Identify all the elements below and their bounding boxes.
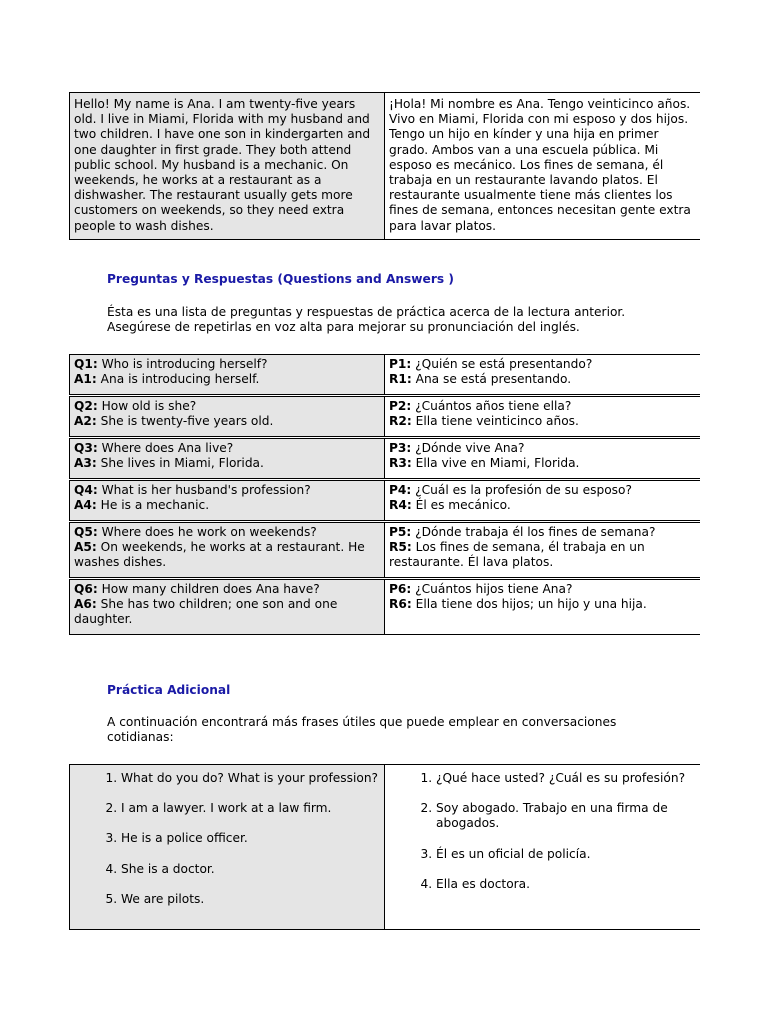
r-label: R6: (389, 597, 412, 612)
p-label: P6: (389, 582, 412, 596)
qa-spanish (385, 580, 701, 634)
q-label: Q6: (74, 582, 98, 596)
intro-table (69, 92, 700, 240)
respuesta-text: Ana se está presentando. (415, 372, 572, 387)
answer-text: Ana is introducing herself. (100, 372, 260, 387)
qa-spanish (385, 481, 701, 520)
a-label: A6: (74, 597, 97, 612)
r-label: R2: (389, 414, 412, 429)
a-label: A1: (74, 372, 97, 387)
question-text: What is her husband's profession? (101, 483, 311, 497)
qa-english (70, 523, 385, 577)
phrases-english-list (74, 771, 380, 907)
phrase-item: 3. Él es un oficial de policía. (436, 847, 697, 862)
intro-english-text: Hello! My name is Ana. I am twenty-five years old. I live in Miami, Florida with my husband and two children. I have one son in kindergarten and one daughter in first grade. They both attend public school. My husband is a mechanic. On weekends, he works at a restaurant as a dishwasher. The restaurant usually gets more customers on weekends, so they need extra people to wash dishes. (70, 93, 385, 239)
practice-section-title: Práctica Adicional (107, 683, 231, 697)
respuesta-text: Él es mecánico. (415, 498, 511, 513)
answer-text: She lives in Miami, Florida. (100, 456, 264, 471)
qa-row (69, 438, 700, 479)
qa-spanish (385, 439, 701, 478)
r-label: R1: (389, 372, 412, 387)
question-text: How many children does Ana have? (101, 582, 320, 596)
phrase-item: 2. Soy abogado. Trabajo en una firma de abogados. (436, 801, 697, 831)
intro-spanish-text: ¡Hola! Mi nombre es Ana. Tengo veinticinco años. Vivo en Miami, Florida con mi esposo y dos hijos. Tengo un hijo en kínder y una hija en primer grado. Ambos van a una escuela pública. Mi esposo es mecánico. Los fines de semana, él trabaja en un restaurante lavando platos. El restaurante usualmente tiene más clientes los fines de semana, entonces necesitan gente extra para lavar platos. (385, 93, 701, 239)
respuesta-text: Ella vive en Miami, Florida. (415, 456, 580, 471)
phrase-item: 4. She is a doctor. (121, 862, 380, 877)
qa-spanish (385, 355, 701, 394)
phrase-item: 4. Ella es doctora. (436, 877, 697, 892)
qa-english (70, 481, 385, 520)
r-label: R3: (389, 456, 412, 471)
qa-spanish (385, 397, 701, 436)
question-text: How old is she? (101, 399, 197, 413)
phrase-item: 5. We are pilots. (121, 892, 380, 907)
pregunta-text: ¿Quién se está presentando? (415, 357, 593, 371)
practice-section-description: A continuación encontrará más frases útiles que puede emplear en conversaciones cotidianas: (107, 715, 617, 745)
qa-section-title: Preguntas y Respuestas (Questions and Answers ) (107, 272, 454, 286)
respuesta-text: Los fines de semana, él trabaja en un restaurante. Él lava platos. (389, 540, 645, 570)
r-label: R5: (389, 540, 412, 555)
qa-row (69, 480, 700, 521)
phrase-item: 3. He is a police officer. (121, 831, 380, 846)
answer-text: She is twenty-five years old. (100, 414, 274, 429)
answer-text: He is a mechanic. (100, 498, 210, 513)
p-label: P1: (389, 357, 412, 371)
phrases-spanish-list (389, 771, 697, 892)
pregunta-text: ¿Cuántos años tiene ella? (415, 399, 572, 413)
phrase-item: 1. ¿Qué hace usted? ¿Cuál es su profesión? (436, 771, 697, 786)
q-label: Q4: (74, 483, 98, 497)
phrases-english (70, 765, 385, 929)
pregunta-text: ¿Cuál es la profesión de su esposo? (415, 483, 632, 497)
qa-english (70, 580, 385, 634)
phrases-table (69, 764, 700, 930)
qa-section-description: Ésta es una lista de preguntas y respuestas de práctica acerca de la lectura anterior. Asegúrese de repetirlas en voz alta para mejorar su pronunciación del inglés. (107, 305, 626, 335)
qa-row (69, 579, 700, 635)
qa-spanish (385, 523, 701, 577)
phrases-spanish (385, 765, 701, 929)
q-label: Q5: (74, 525, 98, 539)
respuesta-text: Ella tiene veinticinco años. (415, 414, 579, 429)
qa-english (70, 397, 385, 436)
p-label: P5: (389, 525, 412, 539)
qa-row (69, 354, 700, 395)
pregunta-text: ¿Cuántos hijos tiene Ana? (415, 582, 573, 596)
q-label: Q1: (74, 357, 98, 371)
qa-row (69, 522, 700, 578)
a-label: A3: (74, 456, 97, 471)
phrase-item: 2. I am a lawyer. I work at a law firm. (121, 801, 380, 816)
p-label: P4: (389, 483, 412, 497)
a-label: A2: (74, 414, 97, 429)
pregunta-text: ¿Dónde vive Ana? (415, 441, 525, 455)
phrase-item: 1. What do you do? What is your profession? (121, 771, 380, 786)
answer-text: She has two children; one son and one daughter. (74, 597, 338, 627)
qa-english (70, 439, 385, 478)
p-label: P2: (389, 399, 412, 413)
qa-row (69, 396, 700, 437)
qa-english (70, 355, 385, 394)
a-label: A4: (74, 498, 97, 513)
p-label: P3: (389, 441, 412, 455)
r-label: R4: (389, 498, 412, 513)
a-label: A5: (74, 540, 97, 555)
q-label: Q2: (74, 399, 98, 413)
question-text: Where does he work on weekends? (101, 525, 317, 539)
respuesta-text: Ella tiene dos hijos; un hijo y una hija. (415, 597, 647, 612)
q-label: Q3: (74, 441, 98, 455)
question-text: Who is introducing herself? (101, 357, 268, 371)
question-text: Where does Ana live? (101, 441, 234, 455)
pregunta-text: ¿Dónde trabaja él los fines de semana? (415, 525, 656, 539)
answer-text: On weekends, he works at a restaurant. He washes dishes. (74, 540, 365, 570)
